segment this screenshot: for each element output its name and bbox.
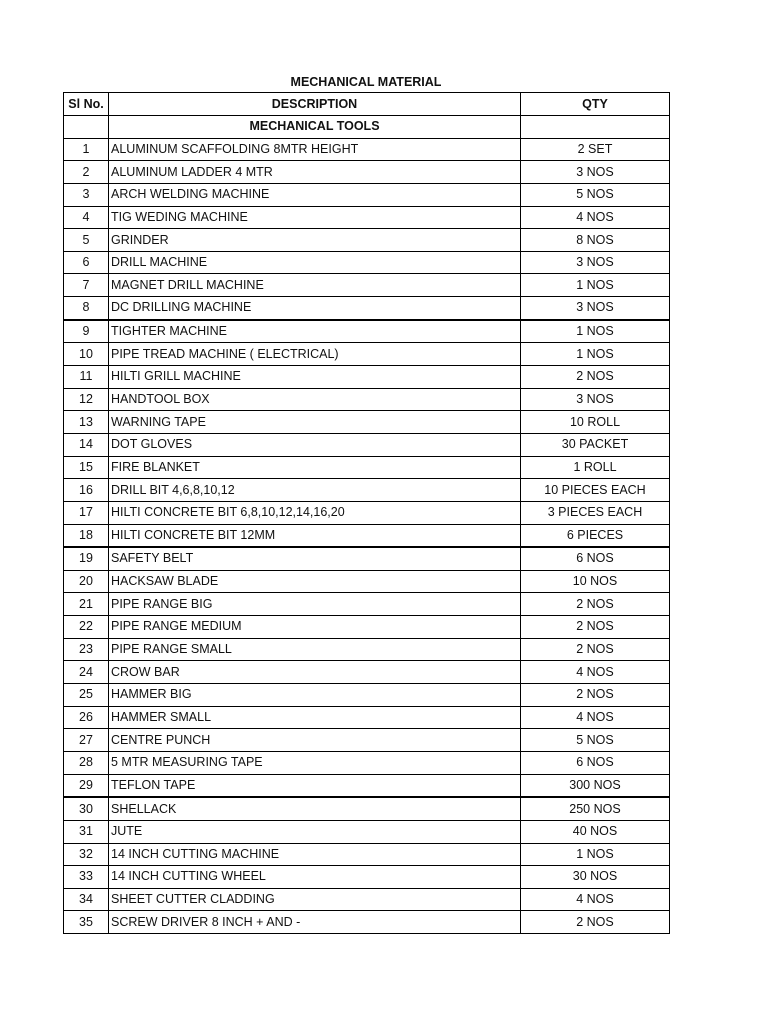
table-row <box>64 638 670 661</box>
table-row <box>64 547 670 570</box>
row-qty: 3 NOS <box>521 161 670 184</box>
row-sl-no: 11 <box>64 366 109 389</box>
row-description: 14 INCH CUTTING WHEEL <box>109 866 521 889</box>
row-sl-no: 27 <box>64 729 109 752</box>
table-row <box>64 888 670 911</box>
row-sl-no: 8 <box>64 297 109 320</box>
row-sl-no: 19 <box>64 547 109 570</box>
row-description: TIG WEDING MACHINE <box>109 206 521 229</box>
table-row <box>64 251 670 274</box>
header-sl-no: Sl No. <box>64 93 109 116</box>
row-qty: 2 NOS <box>521 911 670 934</box>
row-qty: 2 NOS <box>521 366 670 389</box>
table-row <box>64 501 670 524</box>
row-description: SCREW DRIVER 8 INCH + AND - <box>109 911 521 934</box>
row-description: ALUMINUM LADDER 4 MTR <box>109 161 521 184</box>
row-qty: 30 PACKET <box>521 433 670 456</box>
row-description: MAGNET DRILL MACHINE <box>109 274 521 297</box>
table-row <box>64 820 670 843</box>
section-title: MECHANICAL TOOLS <box>109 116 521 139</box>
row-sl-no: 23 <box>64 638 109 661</box>
row-description: HACKSAW BLADE <box>109 570 521 593</box>
row-description: HAMMER BIG <box>109 684 521 707</box>
row-sl-no: 2 <box>64 161 109 184</box>
row-sl-no: 5 <box>64 229 109 252</box>
section-sl-cell <box>64 116 109 139</box>
row-qty: 4 NOS <box>521 661 670 684</box>
table-row <box>64 570 670 593</box>
row-description: HILTI CONCRETE BIT 6,8,10,12,14,16,20 <box>109 501 521 524</box>
row-sl-no: 9 <box>64 320 109 343</box>
row-qty: 4 NOS <box>521 206 670 229</box>
row-sl-no: 14 <box>64 433 109 456</box>
row-sl-no: 29 <box>64 774 109 797</box>
table-row <box>64 866 670 889</box>
row-description: DC DRILLING MACHINE <box>109 297 521 320</box>
table-row <box>64 320 670 343</box>
row-description: PIPE RANGE BIG <box>109 593 521 616</box>
table-row <box>64 433 670 456</box>
row-qty: 2 NOS <box>521 593 670 616</box>
table-row <box>64 456 670 479</box>
table-row <box>64 729 670 752</box>
row-qty: 8 NOS <box>521 229 670 252</box>
row-qty: 5 NOS <box>521 183 670 206</box>
row-sl-no: 15 <box>64 456 109 479</box>
row-description: SHEET CUTTER CLADDING <box>109 888 521 911</box>
row-sl-no: 30 <box>64 797 109 820</box>
row-description: JUTE <box>109 820 521 843</box>
row-qty: 3 NOS <box>521 251 670 274</box>
table-row <box>64 661 670 684</box>
header-description: DESCRIPTION <box>109 93 521 116</box>
row-sl-no: 6 <box>64 251 109 274</box>
row-description: WARNING TAPE <box>109 411 521 434</box>
row-sl-no: 35 <box>64 911 109 934</box>
row-qty: 10 PIECES EACH <box>521 479 670 502</box>
row-description: DOT GLOVES <box>109 433 521 456</box>
row-qty: 6 PIECES <box>521 524 670 547</box>
table-row <box>64 388 670 411</box>
table-row <box>64 797 670 820</box>
table-row <box>64 411 670 434</box>
table-row <box>64 229 670 252</box>
row-description: TEFLON TAPE <box>109 774 521 797</box>
table-row <box>64 274 670 297</box>
row-qty: 1 NOS <box>521 274 670 297</box>
table-row <box>64 524 670 547</box>
section-row <box>64 116 670 139</box>
row-qty: 2 NOS <box>521 684 670 707</box>
table-header-row <box>64 93 670 116</box>
row-description: SHELLACK <box>109 797 521 820</box>
row-qty: 4 NOS <box>521 706 670 729</box>
row-sl-no: 25 <box>64 684 109 707</box>
table-row <box>64 706 670 729</box>
row-qty: 2 NOS <box>521 616 670 639</box>
table-row <box>64 161 670 184</box>
row-description: PIPE RANGE MEDIUM <box>109 616 521 639</box>
material-table <box>63 92 670 934</box>
row-sl-no: 26 <box>64 706 109 729</box>
row-description: ALUMINUM SCAFFOLDING 8MTR HEIGHT <box>109 138 521 161</box>
table-row <box>64 911 670 934</box>
row-qty: 1 NOS <box>521 320 670 343</box>
row-sl-no: 33 <box>64 866 109 889</box>
table-row <box>64 366 670 389</box>
row-sl-no: 32 <box>64 843 109 866</box>
row-description: HILTI GRILL MACHINE <box>109 366 521 389</box>
row-sl-no: 24 <box>64 661 109 684</box>
row-description: CENTRE PUNCH <box>109 729 521 752</box>
row-qty: 250 NOS <box>521 797 670 820</box>
section-qty-cell <box>521 116 670 139</box>
row-description: DRILL BIT 4,6,8,10,12 <box>109 479 521 502</box>
row-sl-no: 18 <box>64 524 109 547</box>
row-description: HILTI CONCRETE BIT 12MM <box>109 524 521 547</box>
row-qty: 1 ROLL <box>521 456 670 479</box>
table-row <box>64 206 670 229</box>
row-sl-no: 34 <box>64 888 109 911</box>
table-row <box>64 479 670 502</box>
row-description: SAFETY BELT <box>109 547 521 570</box>
header-qty: QTY <box>521 93 670 116</box>
table-row <box>64 138 670 161</box>
row-qty: 5 NOS <box>521 729 670 752</box>
row-sl-no: 16 <box>64 479 109 502</box>
row-sl-no: 3 <box>64 183 109 206</box>
row-description: HAMMER SMALL <box>109 706 521 729</box>
row-qty: 2 NOS <box>521 638 670 661</box>
page-title: MECHANICAL MATERIAL <box>290 75 442 89</box>
row-qty: 30 NOS <box>521 866 670 889</box>
row-qty: 10 NOS <box>521 570 670 593</box>
row-sl-no: 13 <box>64 411 109 434</box>
row-sl-no: 7 <box>64 274 109 297</box>
row-sl-no: 1 <box>64 138 109 161</box>
row-description: PIPE RANGE SMALL <box>109 638 521 661</box>
table-row <box>64 343 670 366</box>
row-description: HANDTOOL BOX <box>109 388 521 411</box>
row-sl-no: 21 <box>64 593 109 616</box>
row-sl-no: 12 <box>64 388 109 411</box>
row-description: ARCH WELDING MACHINE <box>109 183 521 206</box>
row-sl-no: 22 <box>64 616 109 639</box>
row-sl-no: 4 <box>64 206 109 229</box>
row-description: 14 INCH CUTTING MACHINE <box>109 843 521 866</box>
row-description: CROW BAR <box>109 661 521 684</box>
table-row <box>64 684 670 707</box>
row-qty: 4 NOS <box>521 888 670 911</box>
row-qty: 10 ROLL <box>521 411 670 434</box>
table-row <box>64 183 670 206</box>
row-qty: 3 PIECES EACH <box>521 501 670 524</box>
row-qty: 2 SET <box>521 138 670 161</box>
table-row <box>64 751 670 774</box>
row-description: PIPE TREAD MACHINE ( ELECTRICAL) <box>109 343 521 366</box>
row-qty: 3 NOS <box>521 297 670 320</box>
table-row <box>64 297 670 320</box>
row-sl-no: 28 <box>64 751 109 774</box>
table-row <box>64 843 670 866</box>
row-qty: 3 NOS <box>521 388 670 411</box>
row-sl-no: 17 <box>64 501 109 524</box>
row-sl-no: 20 <box>64 570 109 593</box>
row-description: 5 MTR MEASURING TAPE <box>109 751 521 774</box>
row-qty: 1 NOS <box>521 843 670 866</box>
table-body <box>64 116 670 934</box>
row-sl-no: 10 <box>64 343 109 366</box>
row-qty: 1 NOS <box>521 343 670 366</box>
row-description: FIRE BLANKET <box>109 456 521 479</box>
row-description: DRILL MACHINE <box>109 251 521 274</box>
row-qty: 6 NOS <box>521 547 670 570</box>
row-description: GRINDER <box>109 229 521 252</box>
row-qty: 6 NOS <box>521 751 670 774</box>
row-sl-no: 31 <box>64 820 109 843</box>
row-description: TIGHTER MACHINE <box>109 320 521 343</box>
row-qty: 300 NOS <box>521 774 670 797</box>
table-row <box>64 774 670 797</box>
table-row <box>64 593 670 616</box>
row-qty: 40 NOS <box>521 820 670 843</box>
table-row <box>64 616 670 639</box>
